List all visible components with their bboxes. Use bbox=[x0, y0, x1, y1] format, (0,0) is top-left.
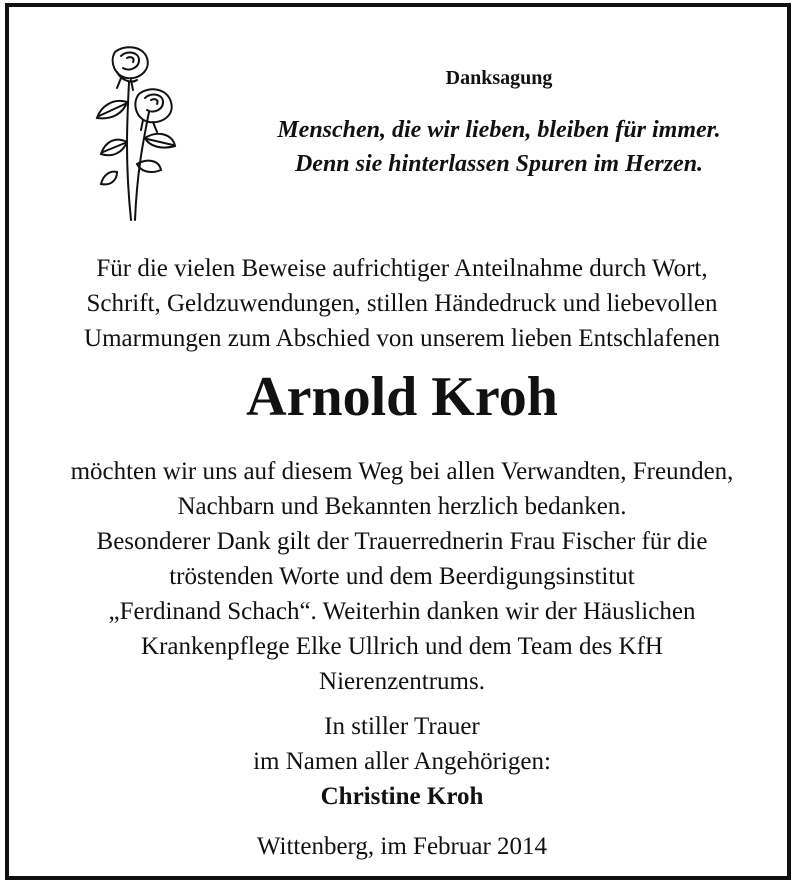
intro-line-1: Für die vielen Beweise aufrichtiger Anteilnahme durch Wort, bbox=[96, 255, 708, 282]
intro-line-2: Schrift, Geldzuwendungen, stillen Händedruck und liebevollen bbox=[86, 290, 718, 317]
motto-line-2: Denn sie hinterlassen Spuren im Herzen. bbox=[294, 151, 704, 177]
closing-line-2: im Namen aller Angehörigen: bbox=[253, 748, 551, 775]
motto-line-1: Menschen, die wir lieben, bleiben für immer. bbox=[277, 117, 721, 143]
body-line-4: tröstenden Worte und dem Beerdigungsinstitut bbox=[169, 563, 635, 590]
signer-name: Christine Kroh bbox=[320, 783, 484, 810]
rose-icon bbox=[87, 42, 187, 224]
body-line-1: möchten wir uns auf diesem Weg bei allen Verwandten, Freunden, bbox=[70, 458, 734, 485]
closing-line-1: In stiller Trauer bbox=[324, 713, 480, 740]
deceased-name: Arnold Kroh bbox=[246, 366, 558, 428]
intro-line-3: Umarmungen zum Abschied von unserem lieben Entschlafenen bbox=[84, 325, 720, 352]
body-line-2: Nachbarn und Bekannten herzlich bedanken. bbox=[177, 493, 627, 520]
body-line-7: Nierenzentrums. bbox=[319, 668, 485, 695]
body-line-5: „Ferdinand Schach“. Weiterhin danken wir der Häuslichen bbox=[108, 598, 696, 625]
body-line-3: Besonderer Dank gilt der Trauerrednerin Frau Fischer für die bbox=[96, 528, 708, 555]
obituary-notice bbox=[5, 3, 791, 880]
place-date: Wittenberg, im Februar 2014 bbox=[256, 833, 548, 860]
body-line-6: Krankenpflege Elke Ullrich und dem Team des KfH bbox=[141, 633, 663, 660]
notice-title: Danksagung bbox=[445, 67, 553, 89]
